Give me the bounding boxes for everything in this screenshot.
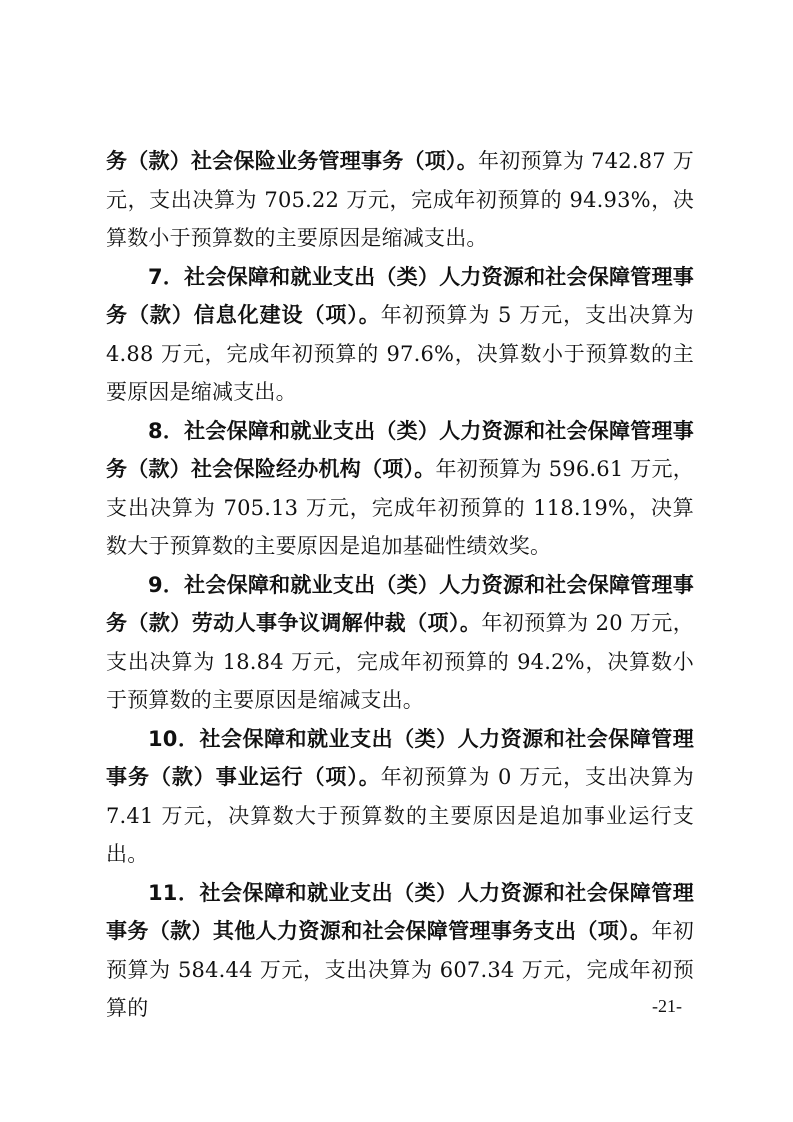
item-text: 年初预算为 584.44 万元，支出决算为 607.34 万元，完成年初预算的 [106,919,695,1020]
item-heading: 9．社会保障和就业支出（类）人力资源和社会保障管理事务（款）劳动人事争议调解仲裁（项）。 [106,572,694,635]
item-text: 年初预算为 596.61 万元，支出决算为 705.13 万元，完成年初预算的 118.19%，决算数大于预算数的主要原因是追加基础性绩效奖。 [106,457,695,558]
paragraph-11 [106,874,694,1028]
page-number: -21- [652,996,682,1016]
item-heading: 11．社会保障和就业支出（类）人力资源和社会保障管理事务（款）其他人力资源和社会保障管理事务支出（项）。 [106,880,694,943]
document-body [106,142,694,1028]
item-heading: 务（款）社会保险业务管理事务（项）。 [106,149,478,173]
paragraph-8 [106,412,694,566]
paragraph-10 [106,720,694,874]
item-heading: 7．社会保障和就业支出（类）人力资源和社会保障管理事务（款）信息化建设（项）。 [106,264,694,327]
item-text: 年初预算为 0 万元，支出决算为 7.41 万元，决算数大于预算数的主要原因是追加事业运行支出。 [106,765,694,866]
paragraph-7 [106,258,694,412]
paragraph-9 [106,566,694,720]
item-text: 年初预算为 5 万元，支出决算为 4.88 万元，完成年初预算的 97.6%，决算数小于预算数的主要原因是缩减支出。 [106,303,694,404]
item-text: 年初预算为 742.87 万元，支出决算为 705.22 万元，完成年初预算的 94.93%，决算数小于预算数的主要原因是缩减支出。 [106,149,694,250]
item-text: 年初预算为 20 万元，支出决算为 18.84 万元，完成年初预算的 94.2%，决算数小于预算数的主要原因是缩减支出。 [106,611,694,712]
item-heading: 8．社会保障和就业支出（类）人力资源和社会保障管理事务（款）社会保险经办机构（项）。 [106,418,694,481]
item-heading: 10．社会保障和就业支出（类）人力资源和社会保障管理事务（款）事业运行（项）。 [106,726,694,789]
paragraph-6-continued [106,142,694,258]
